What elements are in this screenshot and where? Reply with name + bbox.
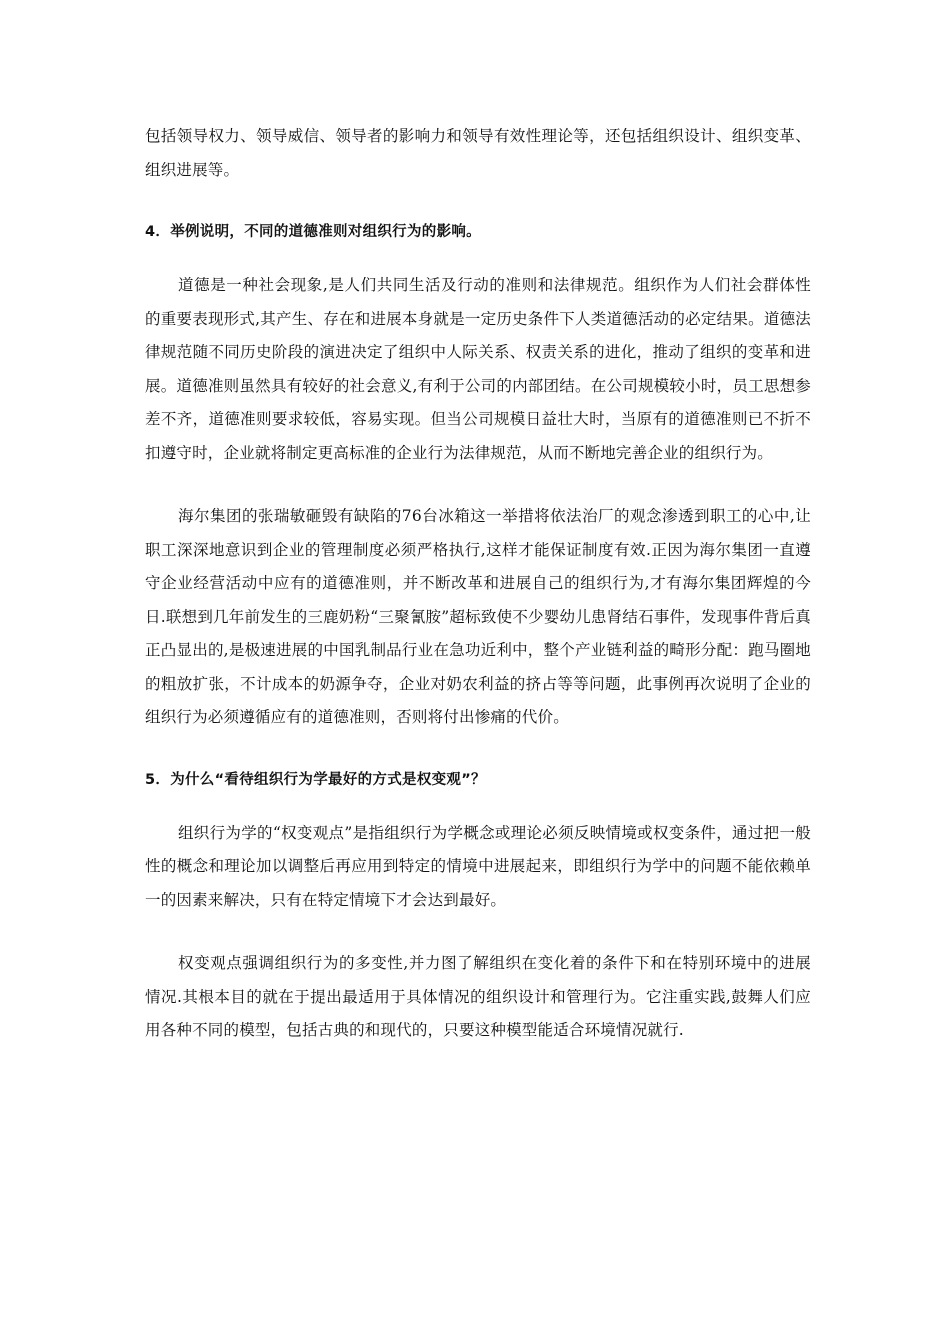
section-5-paragraph-1: 组织行为学的“权变观点”是指组织行为学概念或理论必须反映情境或权变条件，通过把一般性的概念和理论加以调整后再应用到特定的情境中进展起来，即组织行为学中的问题不能依赖单一的因素来解决，只有在特定情境下才会达到最好。 [145,823,811,909]
section-5-heading: 5．为什么“看待组织行为学最好的方式是权变观”？ [145,771,486,788]
section-5-paragraph-2: 权变观点强调组织行为的多变性,并力图了解组织在变化着的条件下和在特别环境中的进展情况.其根本目的就在于提出最适用于具体情况的组织设计和管理行为。它注重实践,鼓舞人们应用各种不同的模型，包括古典的和现代的，只要这种模型能适合环境情况就行. [145,954,811,1039]
section-4-heading: 4．举例说明，不同的道德准则对组织行为的影响。 [145,224,481,240]
section-4-paragraph-2: 海尔集团的张瑞敏砸毁有缺陷的76台冰箱这一举措将依法治厂的观念渗透到职工的心中,让职工深深地意识到企业的管理制度必须严格执行,这样才能保证制度有效.正因为海尔集团一直遵守企业经营活动中应有的道德准则，并不断改革和进展自己的组织行为,才有海尔集团辉煌的今日.联想到几年前发生的三鹿奶粉“三聚氰胺”超标致使不少婴幼儿患肾结石事件，发现事件背后真正凸显出的,是极速进展的中国乳制品行业在急功近利中，整个产业链利益的畸形分配：跑马圈地的粗放扩张，不计成本的奶源争夺，企业对奶农利益的挤占等等问题，此事例再次说明了企业的组织行为必须遵循应有的道德准则，否则将付出惨痛的代价。 [145,507,811,726]
continued-paragraph: 包括领导权力、领导威信、领导者的影响力和领导有效性理论等，还包括组织设计、组织变革、组织进展等。 [145,127,811,179]
document-body [145,120,811,1078]
section-4-paragraph-1: 道德是一种社会现象,是人们共同生活及行动的准则和法律规范。组织作为人们社会群体性的重要表现形式,其产生、存在和进展本身就是一定历史条件下人类道德活动的必定结果。道德法律规范随不同历史阶段的演进决定了组织中人际关系、权责关系的进化，推动了组织的变革和进展。道德准则虽然具有较好的社会意义,有利于公司的内部团结。在公司规模较小时，员工思想参差不齐，道德准则要求较低，容易实现。但当公司规模日益壮大时，当原有的道德准则已不折不扣遵守时，企业就将制定更高标准的企业行为法律规范，从而不断地完善企业的组织行为。 [145,276,811,462]
